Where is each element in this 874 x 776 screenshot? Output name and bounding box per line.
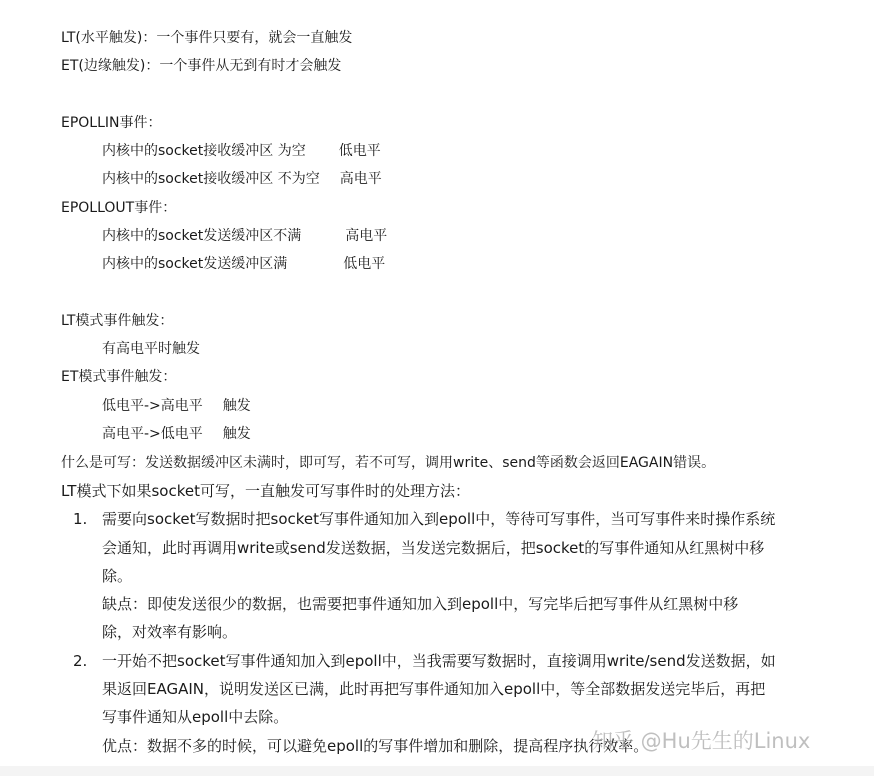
lt-mode-title: LT模式事件触发： [61, 313, 174, 329]
epollout-row-1-text: 内核中的socket发送缓冲区不满 [102, 228, 302, 244]
lt-definition: LT(水平触发)：一个事件只要有，就会一直触发 [61, 30, 353, 46]
et-mode-title: ET模式事件触发： [61, 369, 177, 385]
et-mode-row-2-action: 触发 [222, 426, 251, 442]
et-mode-row-1-text: 低电平->高电平 [102, 398, 203, 414]
epollout-row-1 [102, 226, 387, 246]
list-item-1-number: 1. [73, 510, 88, 528]
list-item-2-number: 2. [73, 652, 88, 670]
list-item-1-drawback-1: 缺点：即使发送很少的数据，也需要把事件通知加入到epoll中，写完毕后把写事件从红黑树中移 [102, 595, 739, 613]
list-item-2-advantage: 优点：数据不多的时候，可以避免epoll的写事件增加和删除，提高程序执行效率。 [102, 737, 649, 755]
bottom-edge [0, 766, 874, 776]
epollin-row-2-level: 高电平 [339, 171, 382, 187]
epollout-row-2 [102, 254, 385, 274]
et-mode-row-2 [102, 424, 251, 444]
list-item-2-line-2: 果返回EAGAIN，说明发送区已满，此时再把写事件通知加入epoll中，等全部数据发送完毕后，再把 [102, 680, 766, 698]
lt-method-title: LT模式下如果socket可写，一直触发可写事件时的处理方法： [61, 482, 470, 500]
epollin-row-2-text: 内核中的socket接收缓冲区 不为空 [102, 171, 320, 187]
epollout-row-2-text: 内核中的socket发送缓冲区满 [102, 256, 288, 272]
epollin-row-1-text: 内核中的socket接收缓冲区 为空 [102, 143, 306, 159]
epollin-row-1 [102, 141, 381, 161]
writable-definition: 什么是可写：发送数据缓冲区未满时，即可写，若不可写，调用write、send等函数会返回EAGAIN错误。 [61, 455, 716, 471]
epollout-title: EPOLLOUT事件： [61, 200, 177, 216]
epollout-row-2-level: 低电平 [343, 256, 386, 272]
list-item-1-line-2: 会通知，此时再调用write或send发送数据，当发送完数据后，把socket的写事件通知从红黑树中移 [102, 539, 765, 557]
lt-mode-row-1: 有高电平时触发 [102, 341, 200, 357]
epollin-row-1-level: 低电平 [338, 143, 381, 159]
et-mode-row-1-action: 触发 [222, 398, 251, 414]
list-item-1-line-1: 需要向socket写数据时把socket写事件通知加入到epoll中，等待可写事件，当可写事件来时操作系统 [102, 510, 776, 528]
list-item-2-line-1: 一开始不把socket写事件通知加入到epoll中，当我需要写数据时，直接调用write/send发送数据，如 [102, 652, 776, 670]
watermark: 知乎 @Hu先生的Linux [592, 729, 811, 753]
epollin-row-2 [102, 169, 382, 189]
epollin-title: EPOLLIN事件： [61, 115, 162, 131]
epollout-row-1-level: 高电平 [345, 228, 388, 244]
et-mode-row-1 [102, 396, 251, 416]
list-item-1-line-3: 除。 [102, 567, 133, 585]
list-item-1-drawback-2: 除，对效率有影响。 [102, 623, 238, 641]
et-definition: ET(边缘触发)：一个事件从无到有时才会触发 [61, 58, 342, 74]
et-mode-row-2-text: 高电平->低电平 [102, 426, 203, 442]
list-item-2-line-3: 写事件通知从epoll中去除。 [102, 708, 289, 726]
